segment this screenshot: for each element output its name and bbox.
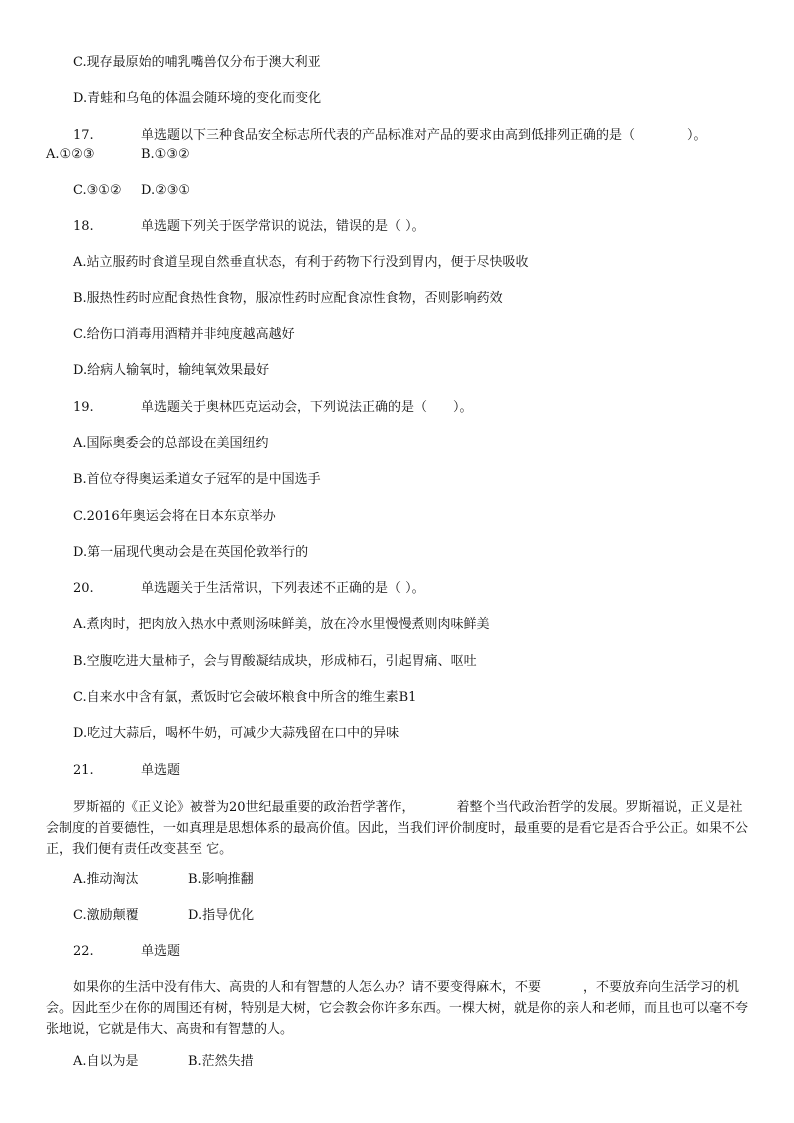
question-19-option-b: B.首位夺得奥运柔道女子冠军的是中国选手 xyxy=(73,472,321,487)
question-18-option-b: B.服热性药时应配食热性食物，服凉性药时应配食凉性食物，否则影响药效 xyxy=(73,291,503,306)
question-17-option-c: C.③①② xyxy=(73,183,122,198)
question-17-option-d: D.②③① xyxy=(141,183,191,198)
question-22-passage xyxy=(46,977,748,1040)
question-20-option-d: D.吃过大蒜后，喝杯牛奶，可减少大蒜残留在口中的异味 xyxy=(73,726,400,741)
question-20-option-b: B.空腹吃进大量柿子，会与胃酸凝结成块，形成柿石，引起胃痛、呕吐 xyxy=(73,654,477,669)
question-21-passage xyxy=(46,797,748,860)
question-18-option-c: C.给伤口消毒用酒精并非纯度越高越好 xyxy=(73,327,295,342)
question-18-text: 单选题下列关于医学常识的说法，错误的是（ ）。 xyxy=(141,219,425,234)
question-20-text: 单选题关于生活常识，下列表述不正确的是（ ）。 xyxy=(141,581,425,596)
question-19-option-a: A.国际奥委会的总部设在美国纽约 xyxy=(73,436,269,451)
question-22-passage-part-2: ，不要放弃向生活学习的机会。因此至少在你的周围还有树，特别是大树，它会教会你许多东西。一棵大树，就是你的亲人和老师，而且也可以毫不夸张地说，它就是伟大、高贵和有智慧的人。 xyxy=(46,980,749,1037)
question-20-number: 20. xyxy=(73,581,94,596)
question-21-number: 21. xyxy=(73,763,94,778)
question-21-option-b: B.影响推翻 xyxy=(188,872,254,887)
question-22-label: 单选题 xyxy=(141,944,181,959)
question-21-option-d: D.指导优化 xyxy=(188,908,255,923)
question-17-option-a: A.①②③ xyxy=(46,147,95,162)
option-c-platypus: C.现存最原始的哺乳嘴兽仅分布于澳大利亚 xyxy=(73,55,321,70)
question-22-option-a: A.自以为是 xyxy=(73,1054,139,1069)
question-18-option-d: D.给病人输氧时，输纯氧效果最好 xyxy=(73,363,270,378)
question-18-option-a: A.站立服药时食道呈现自然垂直状态，有利于药物下行没到胃内，便于尽快吸收 xyxy=(73,255,529,270)
question-21-option-a: A.推动淘汰 xyxy=(73,872,139,887)
option-d-frog: D.青蛙和乌龟的体温会随环境的变化而变化 xyxy=(73,91,322,106)
question-21-passage-part-1: 罗斯福的《正义论》被誉为20世纪最重要的政治哲学著作， xyxy=(73,800,415,815)
question-21-passage-part-2: 着整个当代政治哲学的发展。罗斯福说，正义是社会制度的首要德性，一如真理是思想体系的最高价值。因此，当我们评价制度时，最重要的是看它是否合乎公正。如果不公正，我们便有责任改变甚至 它。 xyxy=(46,800,749,857)
question-21-option-c: C.激励颠覆 xyxy=(73,908,139,923)
question-17-text: 单选题以下三种食品安全标志所代表的产品标准对产品的要求由高到低排列正确的是（ ）。 xyxy=(141,128,707,143)
question-19-number: 19. xyxy=(73,400,94,415)
question-22-passage-part-1: 如果你的生活中没有伟大、高贵的人和有智慧的人怎么办？请不要变得麻木，不要 xyxy=(73,980,542,995)
question-19-text: 单选题关于奥林匹克运动会，下列说法正确的是（ ）。 xyxy=(141,400,473,415)
question-18-number: 18. xyxy=(73,219,94,234)
question-19-option-d: D.第一届现代奥动会是在英国伦敦举行的 xyxy=(73,545,309,560)
question-21-label: 单选题 xyxy=(141,763,181,778)
question-19-option-c: C.2016年奥运会将在日本东京举办 xyxy=(73,509,276,524)
question-17-option-b: B.①③② xyxy=(141,147,190,162)
question-17-number: 17. xyxy=(73,128,94,143)
question-22-number: 22. xyxy=(73,944,94,959)
question-22-option-b: B.茫然失措 xyxy=(188,1054,254,1069)
question-20-option-a: A.煮肉时，把肉放入热水中煮则汤味鲜美，放在冷水里慢慢煮则肉味鲜美 xyxy=(73,617,490,632)
question-20-option-c: C.自来水中含有氯，煮饭时它会破坏粮食中所含的维生素B1 xyxy=(73,690,417,705)
